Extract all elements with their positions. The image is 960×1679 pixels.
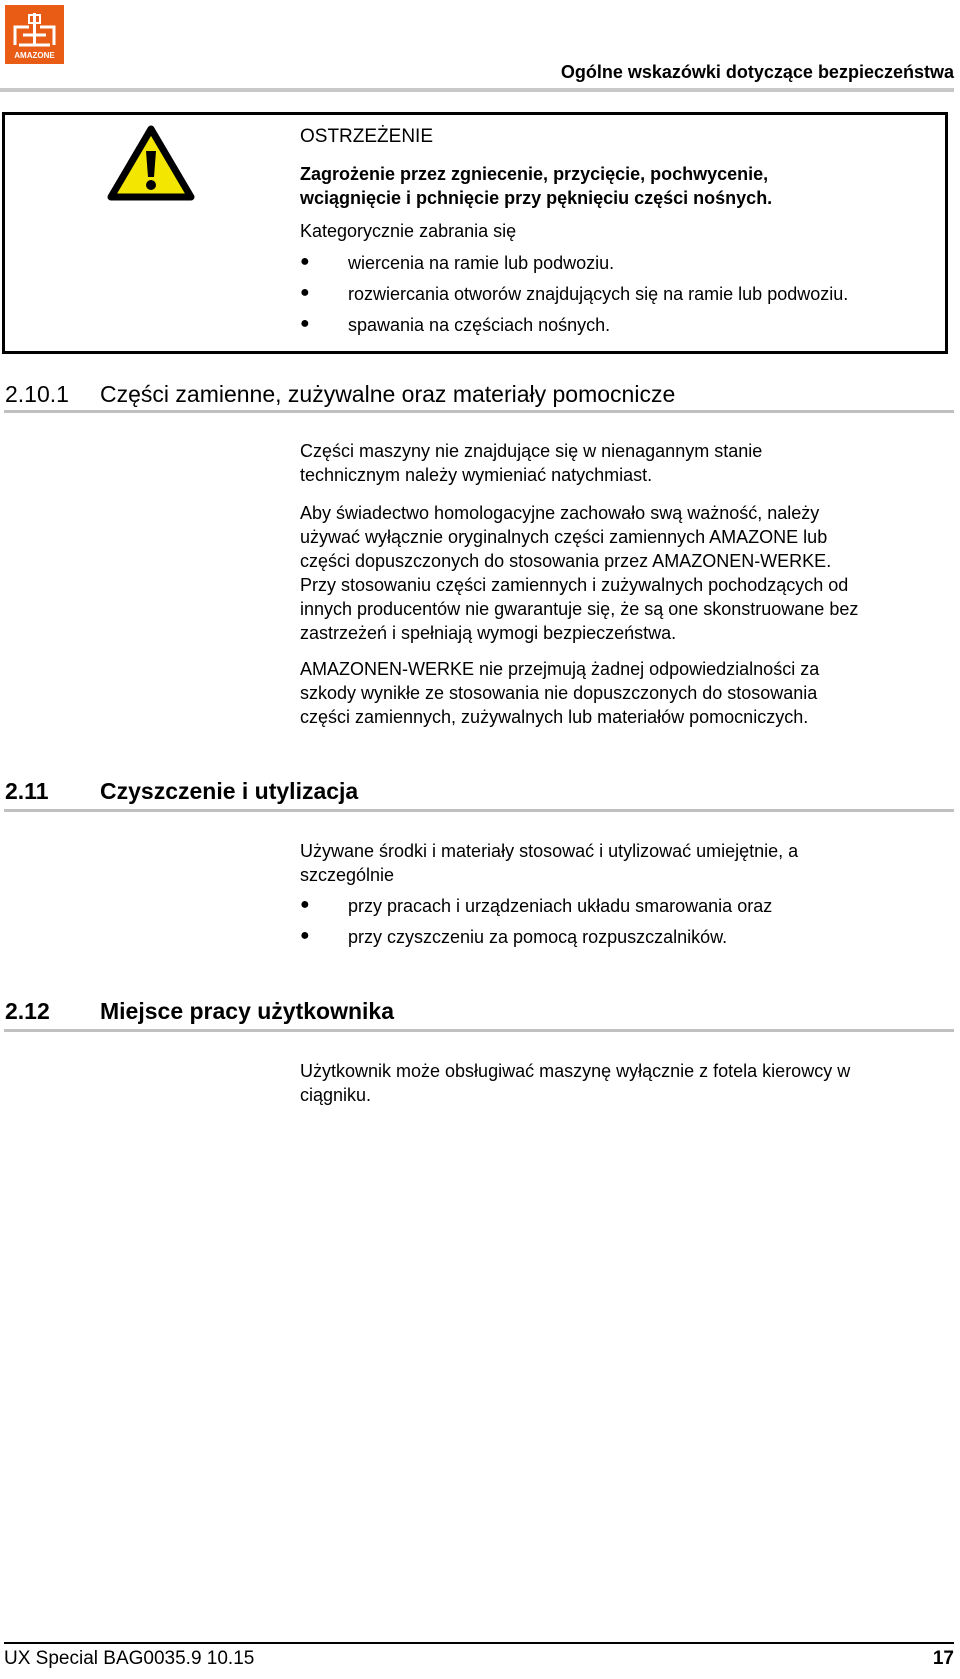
bullet-icon: ● [300,927,310,944]
svg-text:AMAZONE: AMAZONE [14,51,55,60]
text-line: ciągniku. [300,1085,372,1105]
text-line: Przy stosowaniu części zamiennych i zużywalnych pochodzących od [300,575,849,595]
list-item-text: przy czyszczeniu za pomocą rozpuszczalników. [348,927,728,947]
warning-triangle-icon [107,125,195,201]
section-title: Czyszczenie i utylizacja [100,778,359,804]
text-line: Użytkownik może obsługiwać maszynę wyłącznie z fotela kierowcy w [300,1061,851,1081]
warning-hazard-text [300,162,772,210]
list-item-text: spawania na częściach nośnych. [348,315,611,335]
section-number: 2.10.1 [5,381,69,407]
text-line: zastrzeżeń i spełniają wymogi bezpieczeństwa. [300,623,677,643]
text-line: Aby świadectwo homologacyjne zachowało swą ważność, należy [300,503,820,523]
warning-intro: Kategorycznie zabrania się [300,221,517,241]
header-divider [0,88,954,92]
bullet-icon: ● [300,315,310,332]
text-line: części dopuszczonych do stosowania przez AMAZONEN-WERKE. [300,551,832,571]
list-item-text: przy pracach i urządzeniach układu smarowania oraz [348,896,773,916]
hazard-line: Zagrożenie przez zgniecenie, przycięcie, pochwycenie, [300,164,769,184]
footer-divider [4,1642,954,1644]
text-line: szkody wynikłe ze stosowania nie dopuszczonych do stosowania [300,683,818,703]
page-number: 17 [932,1648,954,1669]
list-item-text: wiercenia na ramie lub podwoziu. [348,253,615,273]
footer-document-id: UX Special BAG0035.9 10.15 [4,1648,255,1669]
section-number: 2.11 [5,778,49,804]
paragraph [300,839,950,887]
text-line: Używane środki i materiały stosować i utylizować umiejętnie, a [300,841,799,861]
paragraph [300,1059,950,1107]
paragraph [300,439,950,487]
text-line: technicznym należy wymieniać natychmiast. [300,465,653,485]
text-line: używać wyłącznie oryginalnych części zamiennych AMAZONE lub [300,527,828,547]
paragraph [300,657,950,729]
section-title: Miejsce pracy użytkownika [100,998,395,1024]
hazard-line: wciągnięcie i pchnięcie przy pęknięciu części nośnych. [300,188,773,208]
bullet-icon: ● [300,253,310,270]
bullet-icon: ● [300,284,310,301]
bullet-icon: ● [300,896,310,913]
section-title: Części zamienne, zużywalne oraz materiały pomocnicze [100,381,676,407]
text-line: innych producentów nie gwarantuje się, że są one skonstruowane bez [300,599,859,619]
section-divider [4,410,954,413]
text-line: części zamiennych, zużywalnych lub materiałów pomocniczych. [300,707,809,727]
section-number: 2.12 [5,998,50,1024]
section-divider [4,1029,954,1032]
text-line: Części maszyny nie znajdujące się w nienagannym stanie [300,441,763,461]
text-line: AMAZONEN-WERKE nie przejmują żadnej odpowiedzialności za [300,659,820,679]
warning-title: OSTRZEŻENIE [300,126,434,147]
section-divider [4,809,954,812]
amazone-logo-icon [5,5,64,64]
paragraph [300,501,950,645]
text-line: szczególnie [300,865,395,885]
amazone-logo-graphic [5,5,64,64]
running-header-title: Ogólne wskazówki dotyczące bezpieczeństwa [560,62,954,82]
list-item-text: rozwiercania otworów znajdujących się na ramie lub podwoziu. [348,284,849,304]
